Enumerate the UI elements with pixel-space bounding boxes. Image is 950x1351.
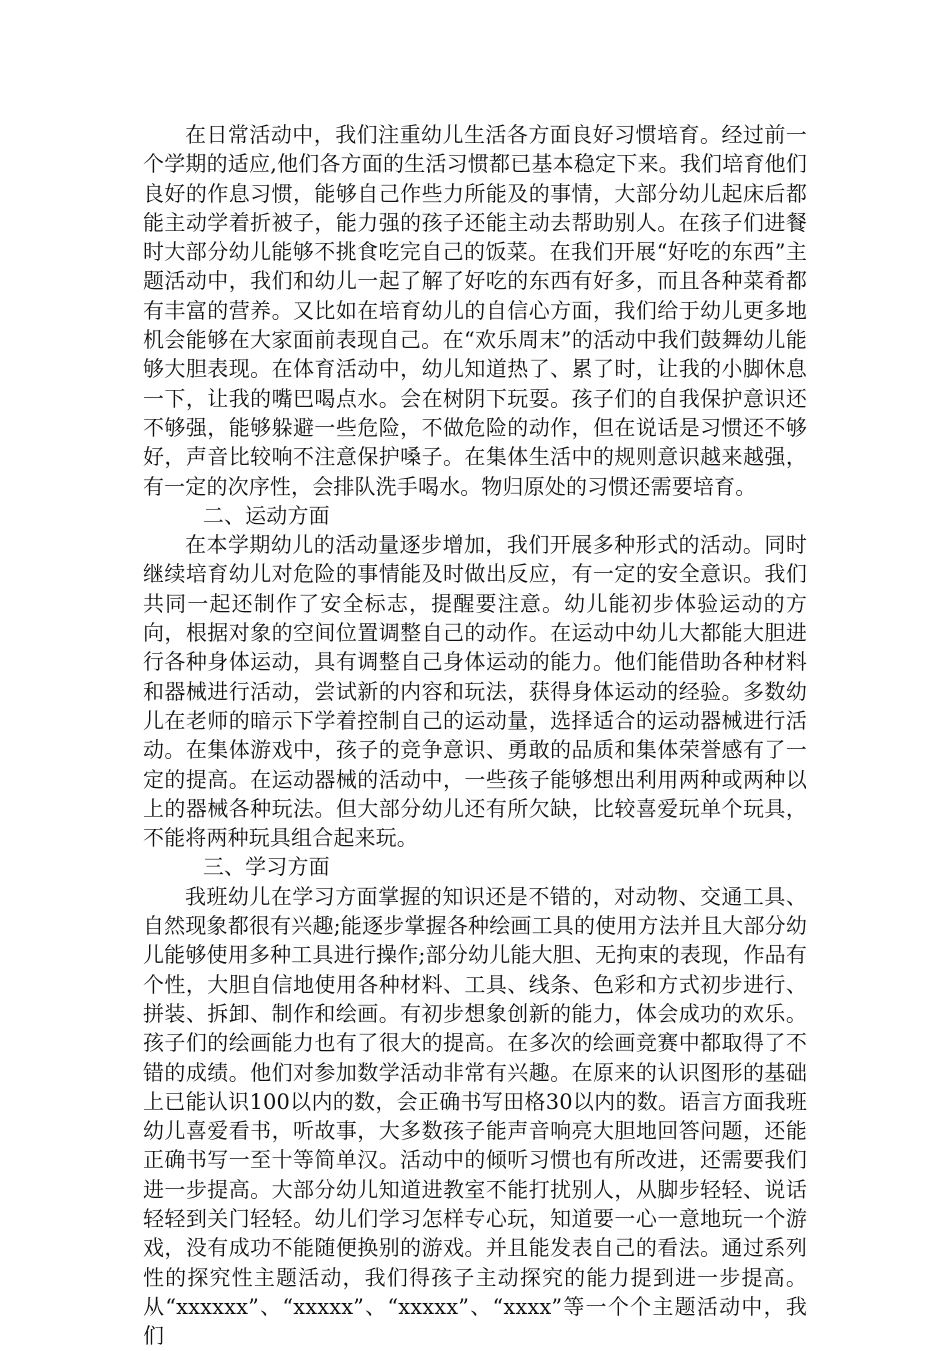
paragraph-daily-habits: 在日常活动中，我们注重幼儿生活各方面良好习惯培育。经过前一个学期的适应,他们各方面的生活习惯都已基本稳定下来。我们培育他们良好的作息习惯，能够自己作些力所能及的事情，大部分幼儿起床后都能主动学着折被子，能力强的孩子还能主动去帮助别人。在孩子们进餐时大部分幼儿能够不挑食吃完自己的饭菜。在我们开展“好吃的东西”主题活动中，我们和幼儿一起了解了好吃的东西有好多，而且各种菜肴都有丰富的营养。又比如在培育幼儿的自信心方面，我们给于幼儿更多地机会能够在大家面前表现自己。在“欢乐周末”的活动中我们鼓舞幼儿能够大胆表现。在体育活动中，幼儿知道热了、累了时，让我的小脚休息一下，让我的嘴巴喝点水。会在树阴下玩耍。孩子们的自我保护意识还不够强，能够躲避一些危险，不做危险的动作，但在说话是习惯还不够好，声音比较响不注意保护嗓子。在集体生活中的规则意识越来越强，有一定的次序性，会排队洗手喝水。物归原处的习惯还需要培育。: [143, 123, 807, 499]
paragraph-sports: 在本学期幼儿的活动量逐步增加，我们开展多种形式的活动。同时继续培育幼儿对危险的事情能及时做出反应，有一定的安全意识。我们共同一起还制作了安全标志，提醒要注意。幼儿能初步体验运动的方向，根据对象的空间位置调整自己的动作。在运动中幼儿大都能大胆进行各种身体运动，具有调整自己身体运动的能力。他们能借助各种材料和器械进行活动，尝试新的内容和玩法，获得身体运动的经验。多数幼儿在老师的暗示下学着控制自己的运动量，选择适合的运动器械进行活动。在集体游戏中，孩子的竞争意识、勇敢的品质和集体荣誉感有了一定的提高。在运动器械的活动中，一些孩子能够想出利用两种或两种以上的器械各种玩法。但大部分幼儿还有所欠缺，比较喜爱玩单个玩具，不能将两种玩具组合起来玩。: [143, 533, 807, 851]
section-heading-learning: 三、学习方面: [202, 855, 330, 880]
section-heading-sports: 二、运动方面: [202, 503, 330, 528]
document-body: [143, 121, 807, 1351]
paragraph-learning: 我班幼儿在学习方面掌握的知识还是不错的，对动物、交通工具、自然现象都很有兴趣;能逐步掌握各种绘画工具的使用方法并且大部分幼儿能够使用多种工具进行操作;部分幼儿能大胆、无拘束的表现，作品有个性，大胆自信地使用各种材料、工具、线条、色彩和方式初步进行、拼装、拆卸、制作和绘画。有初步想象创新的能力，体会成功的欢乐。孩子们的绘画能力也有了很大的提高。在多次的绘画竞赛中都取得了不错的成绩。他们对参加数学活动非常有兴趣。在原来的认识图形的基础上已能认识100以内的数，会正确书写田格30以内的数。语言方面我班幼儿喜爱看书，听故事，大多数孩子能声音响亮大胆地回答问题，还能正确书写一至十等简单汉。活动中的倾听习惯也有所改进，还需要我们进一步提高。大部分幼儿知道进教室不能打扰别人，从脚步轻轻、说话轻轻到关门轻轻。幼儿们学习怎样专心玩，知道要一心一意地玩一个游戏，没有成功不能随便换别的游戏。并且能发表自己的看法。通过系列性的探究性主题活动，我们得孩子主动探究的能力提到进一步提高。从“xxxxxx”、“xxxxx”、“xxxxx”、“xxxx”等一个个主题活动中，我们: [143, 884, 807, 1349]
